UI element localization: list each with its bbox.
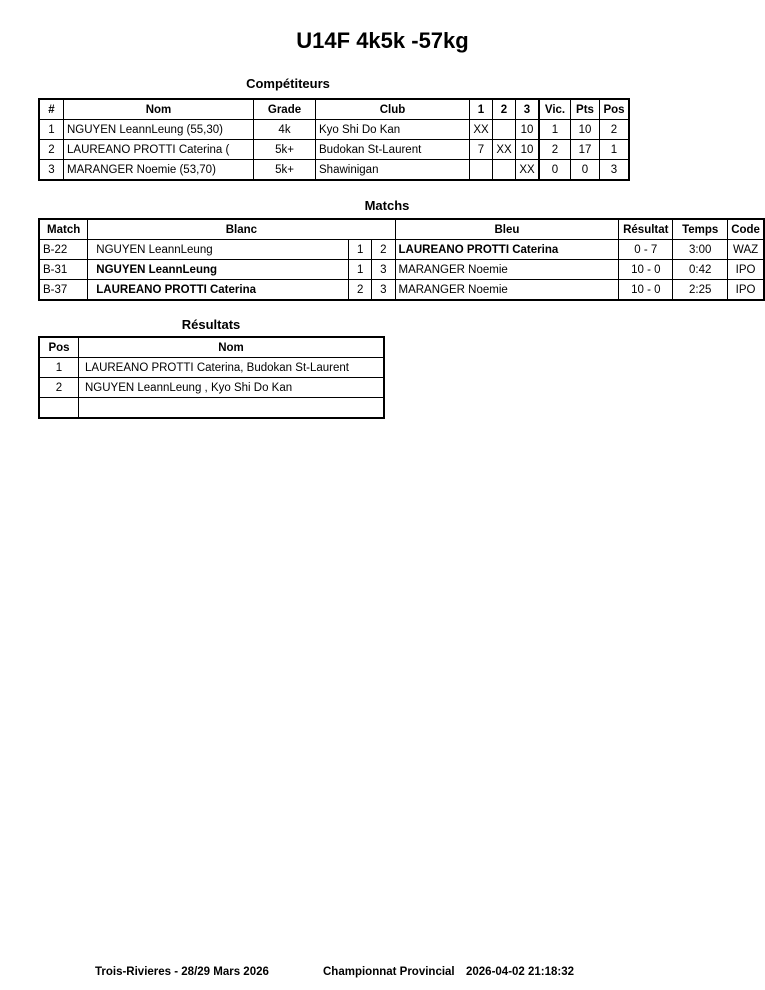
white-number: 2 bbox=[349, 280, 372, 301]
table-row bbox=[39, 160, 629, 181]
competitor-number: 2 bbox=[39, 140, 64, 160]
white-number: 1 bbox=[349, 240, 372, 260]
column-header: Vic. bbox=[539, 99, 571, 120]
table-row bbox=[39, 260, 764, 280]
column-header: Match bbox=[39, 219, 88, 240]
page-title: U14F 4k5k -57kg bbox=[296, 28, 469, 53]
column-header: Club bbox=[316, 99, 470, 120]
competitors-heading: Compétiteurs bbox=[246, 76, 330, 91]
column-header: 2 bbox=[493, 99, 516, 120]
result-name bbox=[79, 398, 385, 419]
column-header: Temps bbox=[673, 219, 728, 240]
table-row bbox=[39, 140, 629, 160]
column-header: Pts bbox=[571, 99, 600, 120]
column-header: # bbox=[39, 99, 64, 120]
competitor-name: LAUREANO PROTTI Caterina ( bbox=[64, 140, 254, 160]
position-cell: 3 bbox=[600, 160, 630, 181]
score-cell bbox=[470, 160, 493, 181]
competitors-table bbox=[38, 98, 630, 181]
competitor-name: MARANGER Noemie (53,70) bbox=[64, 160, 254, 181]
white-fighter: NGUYEN LeannLeung bbox=[88, 260, 349, 280]
table-header-row bbox=[39, 219, 764, 240]
blue-fighter: MARANGER Noemie bbox=[395, 280, 619, 301]
score-cell: XX bbox=[493, 140, 516, 160]
column-header: Blanc bbox=[88, 219, 395, 240]
match-result: 10 - 0 bbox=[619, 260, 673, 280]
white-fighter: LAUREANO PROTTI Caterina bbox=[88, 280, 349, 301]
result-name: NGUYEN LeannLeung , Kyo Shi Do Kan bbox=[79, 378, 385, 398]
column-header: Grade bbox=[254, 99, 316, 120]
competitor-grade: 5k+ bbox=[254, 140, 316, 160]
competitor-number: 1 bbox=[39, 120, 64, 140]
result-position: 2 bbox=[39, 378, 79, 398]
match-id: B-37 bbox=[39, 280, 88, 301]
column-header: Résultat bbox=[619, 219, 673, 240]
blue-number: 3 bbox=[372, 280, 395, 301]
competitor-club: Kyo Shi Do Kan bbox=[316, 120, 470, 140]
match-time: 3:00 bbox=[673, 240, 728, 260]
competitor-club: Budokan St-Laurent bbox=[316, 140, 470, 160]
table-row bbox=[39, 240, 764, 260]
victories-cell: 1 bbox=[539, 120, 571, 140]
table-row bbox=[39, 398, 384, 419]
blue-number: 3 bbox=[372, 260, 395, 280]
table-row bbox=[39, 378, 384, 398]
match-result: 10 - 0 bbox=[619, 280, 673, 301]
match-code: IPO bbox=[728, 280, 764, 301]
result-name: LAUREANO PROTTI Caterina, Budokan St-Laurent bbox=[79, 358, 385, 378]
column-header: 3 bbox=[516, 99, 540, 120]
competitor-number: 3 bbox=[39, 160, 64, 181]
competitor-club: Shawinigan bbox=[316, 160, 470, 181]
blue-number: 2 bbox=[372, 240, 395, 260]
match-code: IPO bbox=[728, 260, 764, 280]
results-table bbox=[38, 336, 385, 419]
match-time: 2:25 bbox=[673, 280, 728, 301]
victories-cell: 0 bbox=[539, 160, 571, 181]
column-header: Code bbox=[728, 219, 764, 240]
match-id: B-22 bbox=[39, 240, 88, 260]
table-header-row bbox=[39, 337, 384, 358]
column-header: Bleu bbox=[395, 219, 619, 240]
matches-heading: Matchs bbox=[364, 198, 410, 213]
match-id: B-31 bbox=[39, 260, 88, 280]
table-row bbox=[39, 280, 764, 301]
match-result: 0 - 7 bbox=[619, 240, 673, 260]
score-cell: XX bbox=[516, 160, 540, 181]
victories-cell: 2 bbox=[539, 140, 571, 160]
points-cell: 0 bbox=[571, 160, 600, 181]
points-cell: 17 bbox=[571, 140, 600, 160]
match-time: 0:42 bbox=[673, 260, 728, 280]
blue-fighter: LAUREANO PROTTI Caterina bbox=[395, 240, 619, 260]
column-header: Pos bbox=[39, 337, 79, 358]
score-cell bbox=[493, 120, 516, 140]
score-cell: 7 bbox=[470, 140, 493, 160]
white-number: 1 bbox=[349, 260, 372, 280]
match-code: WAZ bbox=[728, 240, 764, 260]
footer-event: Championnat Provincial bbox=[323, 966, 455, 978]
score-cell: 10 bbox=[516, 140, 540, 160]
column-header: Nom bbox=[79, 337, 385, 358]
table-header-row bbox=[39, 99, 629, 120]
footer-location: Trois-Rivieres - 28/29 Mars 2026 bbox=[95, 966, 269, 978]
matches-table bbox=[38, 218, 765, 301]
white-fighter: NGUYEN LeannLeung bbox=[88, 240, 349, 260]
points-cell: 10 bbox=[571, 120, 600, 140]
column-header: Nom bbox=[64, 99, 254, 120]
score-cell: 10 bbox=[516, 120, 540, 140]
competitor-name: NGUYEN LeannLeung (55,30) bbox=[64, 120, 254, 140]
column-header: Pos bbox=[600, 99, 630, 120]
competitor-grade: 4k bbox=[254, 120, 316, 140]
table-row bbox=[39, 120, 629, 140]
results-heading: Résultats bbox=[181, 317, 241, 332]
blue-fighter: MARANGER Noemie bbox=[395, 260, 619, 280]
footer-timestamp: 2026-04-02 21:18:32 bbox=[466, 966, 575, 978]
score-cell bbox=[493, 160, 516, 181]
position-cell: 1 bbox=[600, 140, 630, 160]
score-cell: XX bbox=[470, 120, 493, 140]
result-position bbox=[39, 398, 79, 419]
result-position: 1 bbox=[39, 358, 79, 378]
position-cell: 2 bbox=[600, 120, 630, 140]
column-header: 1 bbox=[470, 99, 493, 120]
table-row bbox=[39, 358, 384, 378]
competitor-grade: 5k+ bbox=[254, 160, 316, 181]
